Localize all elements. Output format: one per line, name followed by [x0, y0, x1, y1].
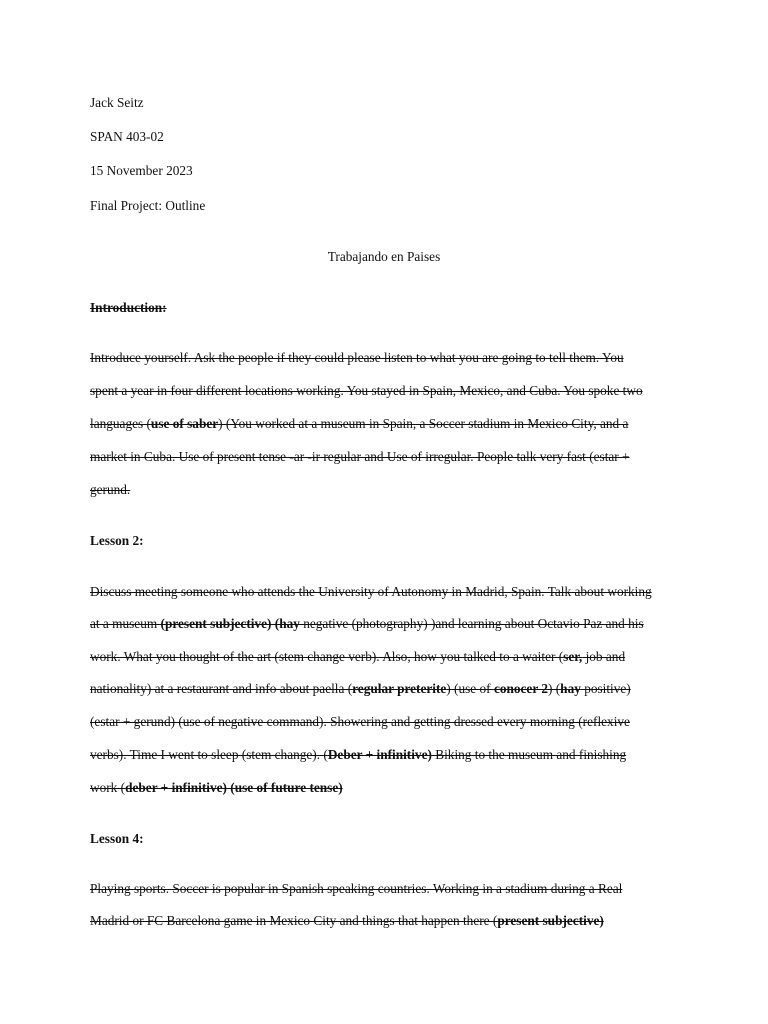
lesson2-line: (estar + gerund) (use of negative command). Showering and getting dressed every morning (reflexive [90, 714, 630, 729]
lesson4-heading: Lesson 4: [90, 831, 144, 846]
introduction-line: languages (use of saber) (You worked at a museum in Spain, a Soccer stadium in Mexico City, and a [90, 416, 629, 431]
lesson2-line: nationality) at a restaurant and info about paella (regular preterite) (use of conocer 2) (hay positive) [90, 681, 631, 696]
introduction-line: Introduce yourself. Ask the people if they could please listen to what you are going to tell them. You [90, 350, 624, 365]
assignment-title: Final Project: Outline [90, 198, 206, 213]
lesson2-line: work (deber + infinitive) (use of future tense) [90, 780, 343, 795]
document-date: 15 November 2023 [90, 163, 193, 178]
introduction-line: gerund. [90, 482, 131, 497]
lesson2-line: work. What you thought of the art (stem change verb). Also, how you talked to a waiter (ser, job and [90, 649, 626, 664]
introduction-line: market in Cuba. Use of present tense -ar -ir regular and Use of irregular. People talk very fast (estar + [90, 449, 630, 464]
lesson2-heading: Lesson 2: [90, 533, 144, 548]
lesson2-line: verbs). Time I went to sleep (stem change). (Deber + infinitive) Biking to the museum and finishing [90, 747, 627, 762]
lesson4-line: Playing sports. Soccer is popular in Spanish speaking countries. Working in a stadium during a Real [90, 881, 623, 896]
lesson4-line: Madrid or FC Barcelona game in Mexico City and things that happen there (present subjective) [90, 913, 604, 928]
introduction-heading: Introduction: [90, 300, 167, 315]
lesson2-line: at a museum (present subjective) (hay negative (photography) )and learning about Octavio Paz and his [90, 616, 644, 631]
introduction-line: spent a year in four different locations working. You stayed in Spain, Mexico, and Cuba. You spoke two [90, 383, 643, 398]
lesson2-line: Discuss meeting someone who attends the University of Autonomy in Madrid, Spain. Talk about working [90, 584, 652, 599]
author-name: Jack Seitz [90, 95, 144, 110]
document-title: Trabajando en Paises [327, 249, 441, 264]
course-code: SPAN 403-02 [90, 129, 164, 144]
